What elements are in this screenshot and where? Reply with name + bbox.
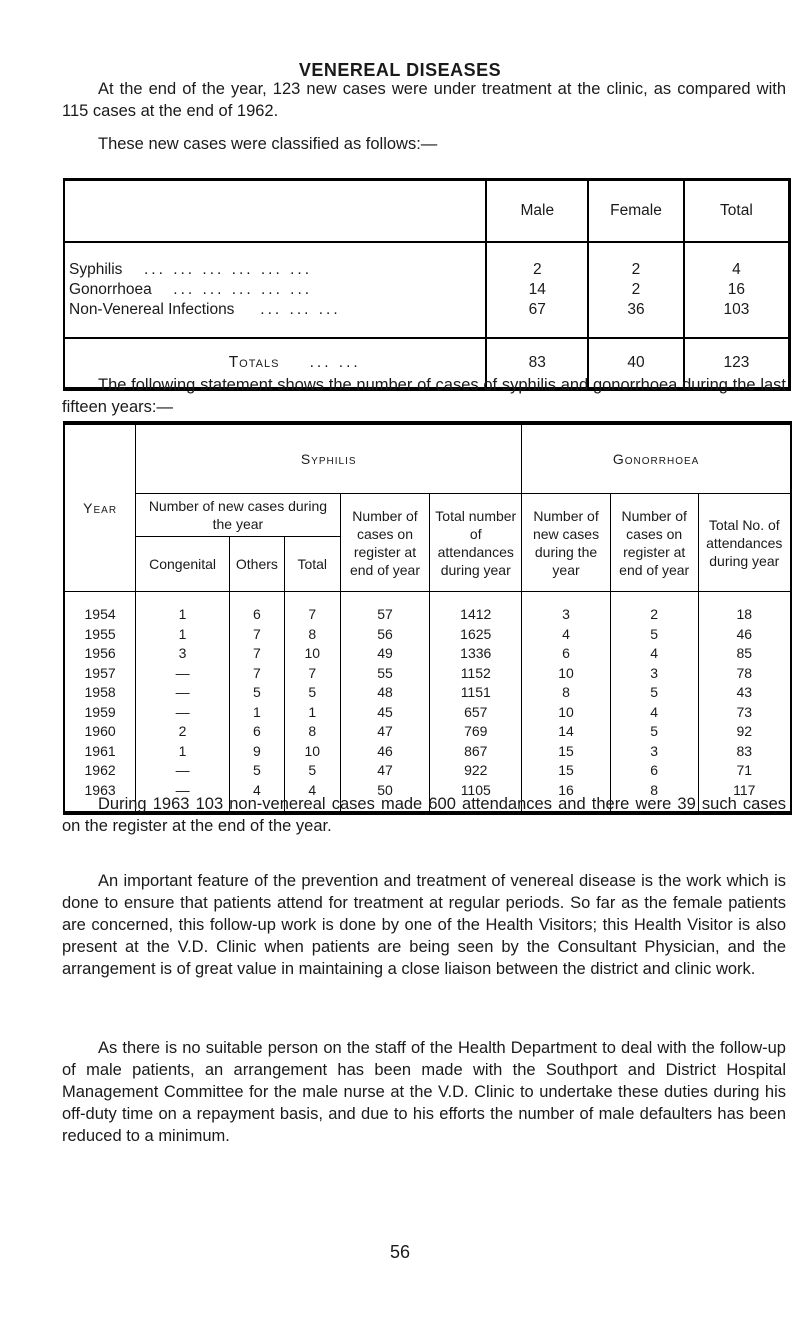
cell-attendances: 922	[430, 761, 522, 781]
cell-register: 55	[340, 664, 430, 684]
row-label: Non-Venereal Infections	[69, 301, 235, 318]
syph-register-header: Number of cases on register at end of year	[340, 494, 430, 592]
cell-year: 1962	[64, 761, 136, 781]
totals-label: Totals	[228, 354, 280, 371]
table-row	[64, 683, 791, 703]
table-row	[64, 742, 791, 762]
cell-attendances: 1151	[430, 683, 522, 703]
table-row	[64, 280, 790, 300]
cell-total: 8	[284, 625, 340, 645]
fifteen-year-statement-table	[63, 421, 792, 815]
cell-congenital: 1	[136, 625, 230, 645]
cell-register: 47	[340, 761, 430, 781]
gon-new-header: Number of new cases during the year	[522, 494, 611, 592]
table-row	[64, 625, 791, 645]
table-row	[64, 242, 790, 280]
cell-register: 56	[340, 625, 430, 645]
cell-attendances: 1336	[430, 644, 522, 664]
cell-gon-register: 4	[610, 644, 698, 664]
cell-others: 7	[229, 625, 284, 645]
cell-register: 47	[340, 722, 430, 742]
cell-gon-new: 16	[522, 781, 611, 814]
syph-attendances-header: Total number of attendances during year	[430, 494, 522, 592]
cell-attendances: 1625	[430, 625, 522, 645]
total-female: 40	[588, 338, 684, 389]
cell-register: 57	[340, 592, 430, 625]
cell-others: 4	[229, 781, 284, 814]
page-title: VENEREAL DISEASES	[298, 60, 502, 80]
cell-congenital: 1	[136, 742, 230, 762]
cell-total: 10	[284, 644, 340, 664]
cell-others: 1	[229, 703, 284, 723]
cell-congenital: 2	[136, 722, 230, 742]
cell-gon-new: 3	[522, 592, 611, 625]
cell-register: 48	[340, 683, 430, 703]
classification-intro: These new cases were classified as follows:—	[98, 135, 438, 153]
cell-gon-register: 2	[610, 592, 698, 625]
cell-total: 7	[284, 592, 340, 625]
syphilis-header: Syphilis	[136, 423, 522, 494]
cell-female: 2	[588, 280, 684, 300]
table-row	[64, 300, 790, 338]
cell-attendances: 769	[430, 722, 522, 742]
cell-gon-register: 3	[610, 664, 698, 684]
cell-others: 6	[229, 592, 284, 625]
cell-attendances: 867	[430, 742, 522, 762]
cell-gon-register: 5	[610, 722, 698, 742]
total-male: 83	[486, 338, 588, 389]
table-row	[64, 592, 791, 625]
cell-female: 36	[588, 300, 684, 338]
cell-gon-register: 5	[610, 683, 698, 703]
cell-gon-register: 3	[610, 742, 698, 762]
new-cases-header: Number of new cases during the year	[136, 494, 340, 537]
cell-total: 7	[284, 664, 340, 684]
cell-year: 1954	[64, 592, 136, 625]
cell-total: 5	[284, 683, 340, 703]
cell-male: 67	[486, 300, 588, 338]
cell-gon-attendances: 73	[698, 703, 791, 723]
cell-total: 16	[684, 280, 790, 300]
total-total: 123	[684, 338, 790, 389]
table-row	[64, 664, 791, 684]
followup-paragraph: An important feature of the prevention and treatment of venereal disease is the work which is done to ensure that patients attend for treatment at regular periods. So far as the female patients are concerned, this follow-up work is done by one of the Health Visitors; this Health Visitor is also present at the V.D. Clinic when patients are being seen by the Consultant Physician, and the arrangement is of great value in maintaining a close liaison between the district and clinic work.	[62, 872, 786, 978]
cell-gon-attendances: 117	[698, 781, 791, 814]
cell-gon-register: 8	[610, 781, 698, 814]
cell-year: 1957	[64, 664, 136, 684]
dot-leader: ... ... ... ... ... ...	[143, 261, 313, 278]
cell-total: 103	[684, 300, 790, 338]
cell-total: 8	[284, 722, 340, 742]
congenital-header: Congenital	[136, 537, 230, 592]
cell-male: 14	[486, 280, 588, 300]
cell-register: 50	[340, 781, 430, 814]
cell-gon-new: 10	[522, 703, 611, 723]
page-number: 56	[389, 1242, 411, 1262]
cell-year: 1958	[64, 683, 136, 703]
cell-gon-register: 5	[610, 625, 698, 645]
header-female: Female	[588, 180, 684, 243]
gon-register-header: Number of cases on register at end of year	[610, 494, 698, 592]
total-header: Total	[284, 537, 340, 592]
cell-gon-attendances: 46	[698, 625, 791, 645]
cell-gon-attendances: 43	[698, 683, 791, 703]
cell-others: 9	[229, 742, 284, 762]
cell-others: 5	[229, 761, 284, 781]
cell-register: 46	[340, 742, 430, 762]
cell-gon-attendances: 78	[698, 664, 791, 684]
cell-gon-attendances: 85	[698, 644, 791, 664]
cell-gon-new: 8	[522, 683, 611, 703]
cell-register: 45	[340, 703, 430, 723]
nonvenereal-paragraph: During 1963 103 non-venereal cases made 600 attendances and there were 39 such cases on the register at the end of the year.	[62, 795, 786, 835]
cell-gon-new: 4	[522, 625, 611, 645]
cell-gon-register: 4	[610, 703, 698, 723]
cell-gon-attendances: 83	[698, 742, 791, 762]
cell-total: 4	[284, 781, 340, 814]
cell-total: 1	[284, 703, 340, 723]
table-row	[64, 703, 791, 723]
cell-year: 1955	[64, 625, 136, 645]
cell-gon-register: 6	[610, 761, 698, 781]
row-label: Gonorrhoea	[69, 281, 152, 298]
table-row	[64, 761, 791, 781]
gon-attendances-header: Total No. of attendances during year	[698, 494, 791, 592]
cell-attendances: 1152	[430, 664, 522, 684]
dot-leader: ... ...	[309, 354, 361, 371]
cell-congenital: —	[136, 781, 230, 814]
header-male: Male	[486, 180, 588, 243]
table-row	[64, 722, 791, 742]
cell-others: 7	[229, 644, 284, 664]
row-label: Syphilis	[69, 261, 123, 278]
cell-gon-new: 14	[522, 722, 611, 742]
cell-total: 4	[684, 242, 790, 280]
cell-others: 7	[229, 664, 284, 684]
cell-congenital: —	[136, 664, 230, 684]
cell-male: 2	[486, 242, 588, 280]
header-total: Total	[684, 180, 790, 243]
cell-attendances: 1412	[430, 592, 522, 625]
cell-others: 5	[229, 683, 284, 703]
cell-year: 1961	[64, 742, 136, 762]
dot-leader: ... ... ... ... ...	[173, 281, 313, 298]
statement-intro: The following statement shows the number of cases of syphilis and gonorrhoea during the last fifteen years:—	[62, 376, 786, 416]
cell-year: 1959	[64, 703, 136, 723]
cell-congenital: —	[136, 761, 230, 781]
cell-total: 5	[284, 761, 340, 781]
cell-register: 49	[340, 644, 430, 664]
intro-paragraph: At the end of the year, 123 new cases were under treatment at the clinic, as compared with 115 cases at the end of 1962.	[62, 80, 786, 120]
cell-gon-new: 15	[522, 742, 611, 762]
cell-congenital: —	[136, 683, 230, 703]
cell-congenital: —	[136, 703, 230, 723]
cell-year: 1960	[64, 722, 136, 742]
cell-total: 10	[284, 742, 340, 762]
cell-year: 1963	[64, 781, 136, 814]
cell-gon-new: 10	[522, 664, 611, 684]
year-header: Year	[64, 423, 136, 592]
cell-others: 6	[229, 722, 284, 742]
gonorrhoea-header: Gonorrhoea	[522, 423, 791, 494]
cell-congenital: 3	[136, 644, 230, 664]
male-followup-paragraph: As there is no suitable person on the staff of the Health Department to deal with the follow-up of male patients, an arrangement has been made with the Southport and District Hospital Management Committee for the male nurse at the V.D. Clinic to undertake these duties during his off-duty time on a repayment basis, and due to his efforts the number of male defaulters has been reduced to a minimum.	[62, 1039, 786, 1145]
cell-attendances: 657	[430, 703, 522, 723]
cell-gon-new: 15	[522, 761, 611, 781]
others-header: Others	[229, 537, 284, 592]
new-cases-table	[63, 178, 791, 391]
cell-gon-attendances: 71	[698, 761, 791, 781]
cell-congenital: 1	[136, 592, 230, 625]
cell-female: 2	[588, 242, 684, 280]
cell-year: 1956	[64, 644, 136, 664]
dot-leader: ... ... ...	[260, 301, 341, 318]
cell-attendances: 1105	[430, 781, 522, 814]
table-row	[64, 644, 791, 664]
cell-gon-new: 6	[522, 644, 611, 664]
cell-gon-attendances: 18	[698, 592, 791, 625]
cell-gon-attendances: 92	[698, 722, 791, 742]
table1-corner	[64, 180, 486, 243]
